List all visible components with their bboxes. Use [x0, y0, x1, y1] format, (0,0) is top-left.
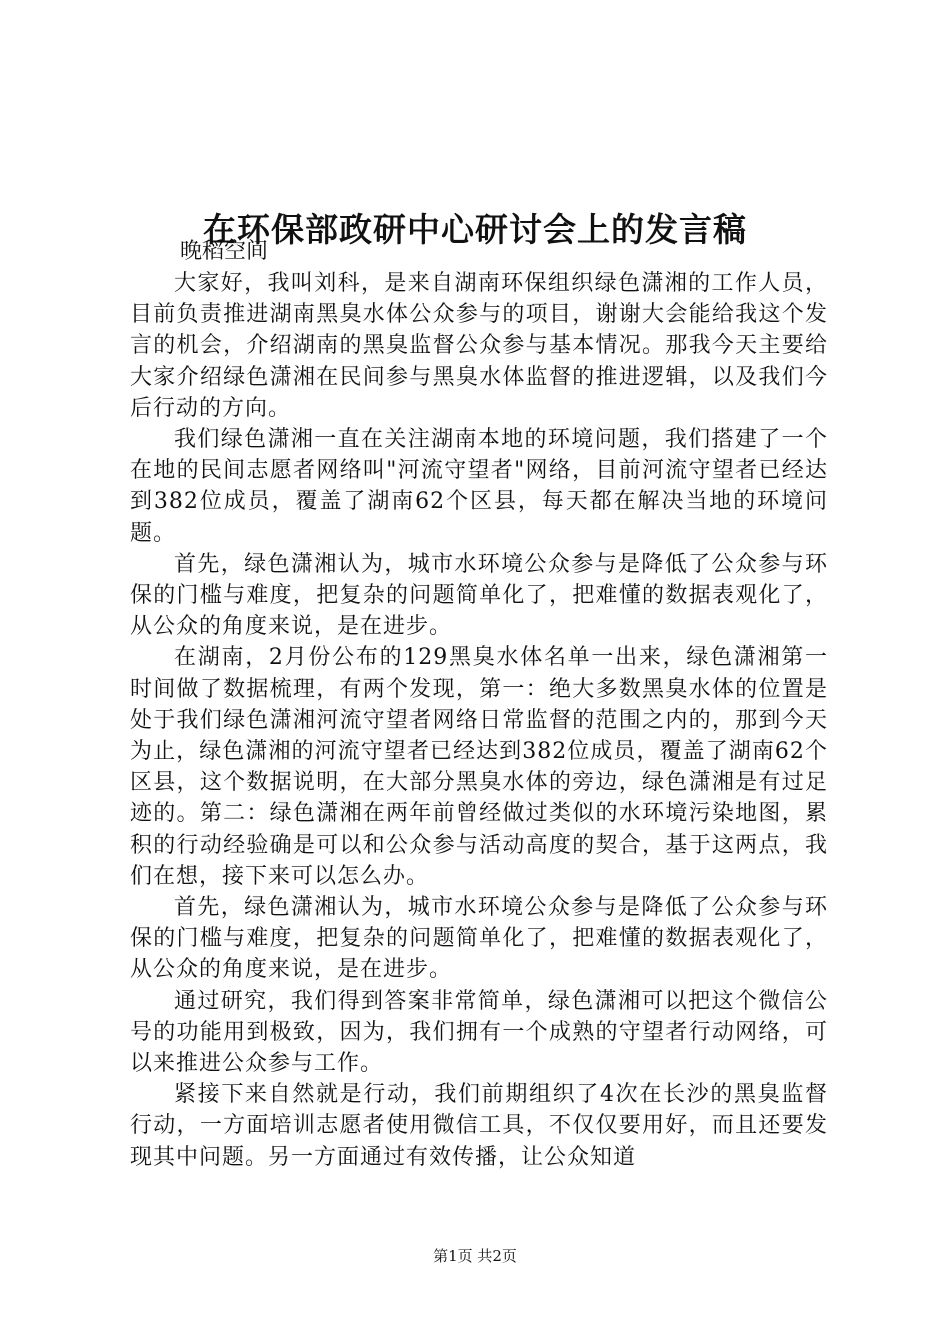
page-footer: 第1页 共2页: [433, 1247, 517, 1265]
paragraph: 在湖南，2月份公布的129黑臭水体名单一出来，绿色潇湘第一时间做了数据梳理，有两个发现，第一：绝大多数黑臭水体的位置是处于我们绿色潇湘河流守望者网络日常监督的范围之内的，那到今天为止，绿色潇湘的河流守望者已经达到382位成员，覆盖了湖南62个区县，这个数据说明，在大部分黑臭水体的旁边，绿色潇湘是有过足迹的。第二：绿色潇湘在两年前曾经做过类似的水环境污染地图，累积的行动经验确是可以和公众参与活动高度的契合，基于这两点，我们在想，接下来可以怎么办。: [130, 645, 828, 889]
paragraph: 我们绿色潇湘一直在关注湖南本地的环境问题，我们搭建了一个在地的民间志愿者网络叫"河流守望者"网络，目前河流守望者已经达到382位成员，覆盖了湖南62个区县，每天都在解决当地的环境问题。: [130, 427, 828, 546]
paragraph: 大家好，我叫刘科，是来自湖南环保组织绿色潇湘的工作人员，目前负责推进湖南黑臭水体公众参与的项目，谢谢大会能给我这个发言的机会，介绍湖南的黑臭监督公众参与基本情况。那我今天主要给大家介绍绿色潇湘在民间参与黑臭水体监督的推进逻辑，以及我们今后行动的方向。: [130, 271, 828, 421]
page-title: 在环保部政研中心研讨会上的发言稿: [203, 210, 747, 250]
paragraph: 通过研究，我们得到答案非常简单，绿色潇湘可以把这个微信公号的功能用到极致，因为，我们拥有一个成熟的守望者行动网络，可以来推进公众参与工作。: [130, 988, 828, 1077]
paragraph: 首先，绿色潇湘认为，城市水环境公众参与是降低了公众参与环保的门槛与难度，把复杂的问题简单化了，把难懂的数据表观化了，从公众的角度来说，是在进步。: [130, 551, 828, 640]
paragraph: 紧接下来自然就是行动，我们前期组织了4次在长沙的黑臭监督行动，一方面培训志愿者使用微信工具，不仅仅要用好，而且还要发现其中问题。另一方面通过有效传播，让公众知道: [130, 1082, 828, 1170]
paragraph: 首先，绿色潇湘认为，城市水环境公众参与是降低了公众参与环保的门槛与难度，把复杂的问题简单化了，把难懂的数据表观化了，从公众的角度来说，是在进步。: [130, 895, 828, 983]
document-body: [130, 268, 828, 1173]
author-name: 晚稻空间: [180, 239, 269, 264]
